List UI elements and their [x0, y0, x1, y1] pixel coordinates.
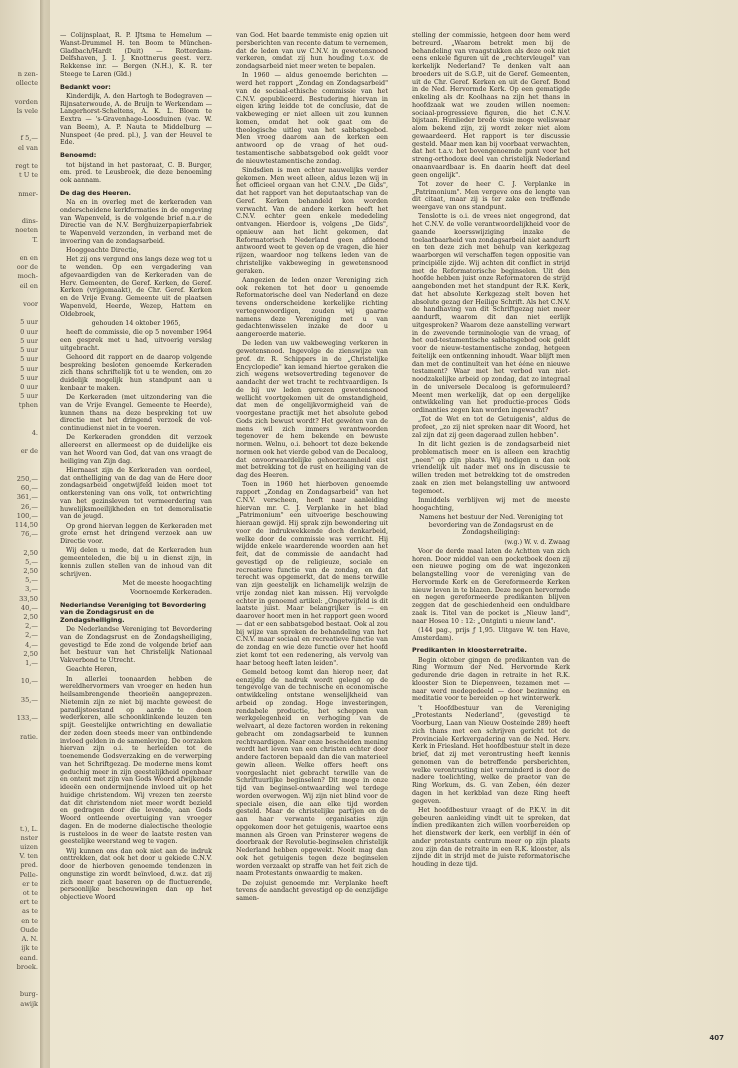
edge-fragment: 5 uur: [20, 392, 38, 401]
paragraph: De Nederlandse Vereniging tot Bevordering van de Zondagsrust en de Zondagsheiliging, gevestigd te Ede zond de volgende brief aan het bestuur van het Christelijk Nationaal Vakverbond te Utrecht.: [60, 626, 212, 665]
edge-fragment: 4,—: [25, 640, 38, 649]
section-heading: De dag des Heeren.: [60, 188, 131, 197]
paragraph: 't Hoofdbestuur van de Vereniging „Protestants Nederland", (gevestigd te Voorburg, Laan van Nieuw Oosteinde 289) heeft zich thans met een schrijven gericht tot de Provinciale Kerkvergadering van de Ned. Herv. Kerk in Friesland. Het hoofdbestuur stelt in deze brief, dat zij met verontrusting heeft kennis genomen van de betreffende persberichten, welke verontrusting niet verminderd is door de nadere toelichting, welke de praetor van de Ring Workum, ds. G. van Zeben, één dezer dagen in het kerkblad van deze Ring heeft gegeven.: [412, 704, 570, 805]
paragraph: In allerlei toonaarden hebben de wereldhervormers van vroeger en heden hun heilsambrengende theorieën aangeprezen. Nietemin zijn ze niet bij machte geweest de paradijstoestand op aarde te doen wederkeren, alle schoonklinkende leuzen ten spijt. Geestelijke ontwrichting en dewaliatie der zeden doen steeds meer van ontbindende invloed gelden in de samenleving. De oorzaken hiervan zijn o.i. te herleiden tot de toenemende Godsverzaking en de verwerping van het Schriftgezag. De moderne mens komt geduchig meer in zijn geestelijkheid openbaar en ontent met zijn van Gods Woord afwijkende ideeën een ondermijnende invloed uit op het huidige christendom. Wij vrezen ten zeerste dat dit christendom niet meer wordt bezield en gedragen door die levende, aan Gods Woord ontleende overtuiging van vroeger dagen. En de moderne dialectische theologie is rusteloos in de weer de laatste resten van geestelijke weerstand weg te vagen.: [60, 675, 212, 846]
edge-fragment: awijk: [20, 999, 38, 1008]
paragraph: Toen in 1960 het hierboven genoemde rapport „Zondag en Zondagsarbeid" van het C.N.V. verscheen, heeft naar aanleiding hiervan mr. C. J. Verplanke in het blad „Patrimonium" een uitvoerige beschouwing hieraan gewijd. Hij sprak zijn bewondering uit voor de indrukwekkende doch denkarbeid, welke door de commissie was verricht. Hij wijdde enkele waarderende woorden aan het feit, dat de commissie de aandacht had gevestigd op de religieuze, sociale en recreatieve functie van de zondag, en dat terecht was opgemerkt, dat de mens terwille van zijn geestelijk en lichamelijk welzijn de vrije zondag niet kan missen. Hij vervolgde echter in genoemd artikel: „Ongetwijfeld is dit laatste juist. Maar belangrijker is — en daarover hoort men in het rapport geen woord — dat er een sabbatsgebod bestaat. Ook al zou bij wijze van spreken de behandeling van het C.N.V. maar sociaal en recreatieve functie van de zondag en wie deze functie over het hoofd ziet komt tot een redenering, als vervolg van haar betoog heeft laten leiden".: [236, 481, 388, 667]
edge-fragment: [0, 466, 40, 475]
edge-fragment: 2,—: [25, 631, 38, 640]
edge-fragment: ls vele: [16, 106, 38, 115]
edge-fragment: 133,—: [16, 714, 38, 723]
edge-fragment: [0, 411, 40, 420]
edge-fragment: [0, 420, 40, 429]
paragraph: De zojuist genoemde mr. Verplanke heeft tevens de aandacht gevestigd op de eenzijdige samen-: [236, 879, 388, 902]
edge-fragment: oor de: [16, 263, 38, 272]
edge-fragment: en te: [21, 916, 38, 925]
edge-fragment: 5,—: [25, 576, 38, 585]
edge-fragment: f 5,—: [20, 134, 38, 143]
edge-fragment: V. ten: [19, 852, 38, 861]
edge-fragment: er te: [22, 879, 38, 888]
section-heading: Nederlandse Vereniging tot Bevordering van de Zondagsrust en de Zondagsheiliging.: [60, 600, 207, 624]
edge-fragment: 35,—: [20, 695, 38, 704]
edge-fragment: 76,—: [20, 530, 38, 539]
edge-fragment: [0, 199, 40, 208]
edge-fragment: 26,—: [20, 502, 38, 511]
edge-fragment: 1,—: [25, 659, 38, 667]
paragraph: Wij kunnen ons dan ook niet aan de indruk onttrekken, dat ook het door u gekiede C.N.V. door de hierboven genoemde tendenzen in ongunstige zin wordt beïnvloed, d.w.z. dat zij zich meer gaat baseren op de fluctuerende, persoonlijke beschouwingen dan op het objectieve Woord: [60, 847, 212, 902]
column-3: [412, 32, 570, 870]
edge-fragment: [0, 457, 40, 466]
edge-fragment: noeten: [15, 226, 38, 235]
edge-fragment: [0, 972, 40, 981]
section-heading: Benoemd:: [60, 151, 97, 160]
edge-fragment: as te: [22, 907, 38, 916]
page-spine: [40, 0, 50, 1068]
edge-fragment: burg-: [19, 990, 38, 999]
edge-fragment: nmer-: [18, 189, 38, 198]
edge-fragment: nster: [20, 833, 38, 842]
edge-fragment: broek.: [16, 962, 38, 971]
page-number: 407: [709, 1034, 724, 1042]
paragraph: Wij delen u mede, dat de Kerkeraden hun gemeenteleden, die bij u in dienst zijn, in kennis zullen stellen van de inhoud van dit schrijven.: [60, 547, 212, 578]
edge-fragment: [0, 769, 40, 778]
edge-fragment: [0, 153, 40, 162]
edge-fragment: 5 uur: [20, 355, 38, 364]
edge-fragment: ert te: [19, 898, 38, 907]
paragraph: Het zij ons vergund ons langs deze weg tot u te wenden. Op een vergadering van afgevaardigden van de Kerkeraden van de Herv. Gemeenten, de Geref. Kerken, de Geref. Kerken (vrijgemaakt), de Chr. Geref. Kerken en de Vrije Evang. Gemeente uit de plaatsen Wapenveld, Heerde, Wezep, Hattem en Oldebroek,: [60, 256, 212, 318]
letter-signature-name: (w.g.) W. v. d. Zwaag: [504, 538, 570, 546]
edge-fragment: pred.: [20, 861, 38, 870]
letter-closing: Met de meeste hoogachting: [122, 579, 212, 587]
edge-fragment: [0, 788, 40, 797]
edge-fragment: 361,—: [16, 493, 38, 502]
edge-fragment: [0, 116, 40, 125]
edge-fragment: t U te: [19, 171, 38, 180]
edge-fragment: dins-: [21, 217, 38, 226]
edge-fragment: 250,—: [16, 474, 38, 483]
paragraph: Tot zover de heer C. J. Verplanke in „Patrimonium". Men vergeve ons de lengte van dit citaat, maar zij is ter zake een treffende weergave van ons standpunt.: [412, 180, 570, 211]
edge-fragment: 0 uur: [20, 327, 38, 336]
edge-fragment: T.: [32, 235, 38, 244]
edge-fragment: tphen: [18, 401, 38, 410]
edge-fragment: 114,50: [14, 520, 38, 529]
edge-fragment: [0, 751, 40, 760]
column-1: [60, 32, 212, 903]
edge-fragment: 2,50: [23, 612, 38, 621]
paragraph: (144 pag., prijs ƒ 1,95. Uitgave W. ten Have, Amsterdam).: [412, 626, 570, 642]
edge-fragment: [0, 291, 40, 300]
edge-fragment: ot te: [22, 889, 38, 898]
edge-fragment: 60,—: [20, 484, 38, 493]
edge-fragment: 100,—: [16, 511, 38, 520]
edge-fragment: el van: [17, 143, 38, 152]
edge-fragment: 0 uur: [20, 382, 38, 391]
edge-fragment: ratie.: [20, 732, 38, 741]
edge-fragment: uizen: [20, 843, 38, 852]
edge-fragment: [0, 723, 40, 732]
edge-fragment: en en: [19, 254, 38, 263]
paragraph: Aangezien de leden onzer Vereniging zich ook rekenen tot het door u genoemde Reformatorische deel van Nederland en deze tevens onderscheidene kerkelijke richting vertegenwoordigen, zouden wij gaarne namens deze Vereniging met u van gedachtenwisselen inzake de door u aangeroerde materie.: [236, 276, 388, 338]
edge-fragment: 10,—: [20, 677, 38, 686]
edge-fragment: [0, 180, 40, 189]
paragraph: Gehoord dit rapport en de daarop volgende bespreking besloten genoemde Kerkeraden zich thans schriftelijk tot u te wenden, om zo duidelijk mogelijk hun standpunt aan u kenbaar te maken.: [60, 353, 212, 392]
paragraph: Het hoofdbestuur vraagt of de P.K.V. in dit gebeuren aanleiding vindt uit te spreken, dat indien predikanten zich willen voorbereiden op het dienstwerk der kerk, een verblijf in één of ander protestants centrum meer op zijn plaats zou zijn dan de retraite in een R.K. klooster, als zijnde dit in strijd met de juiste reformatorische houding in deze tijd.: [412, 806, 570, 869]
edge-fragment: [0, 705, 40, 714]
section-heading: Predikanten in kloosterretraite.: [412, 646, 527, 655]
paragraph: Hiernaast zijn de Kerkeraden van oordeel, dat onthelliging van de dag van de Here door zondagsarbeid ongetwijfeld leiden moet tot ontkerstening van ons volk, tot ontwrichting van het gezinsleven tot vermeerdering van huwelijksmoeilijkheden en tot demoralisatie van de jeugd.: [60, 466, 212, 521]
paragraph: Op grond hiervan leggen de Kerkeraden met grote ernst het dringend verzoek aan uw Directie voor.: [60, 522, 212, 546]
paragraph: gehouden 14 oktober 1965,: [91, 319, 181, 327]
edge-fragment: er de: [20, 447, 38, 456]
edge-fragment: [0, 779, 40, 788]
paragraph: De leden van uw vakbeweging verkeren in gewetensnood. Ingevolge de zienswijze van prof. dr. R. Schippers in de „Christelijke Encyclopedie" kan iemand hiertoe geraken die zich wegens wetsovertreding tegenover de aandacht der wet tracht te rechtvaardigen. Is de bij uw leden gerezen gewetensnood wellicht voortgekomen uit de omstandigheid, dat men de ongelijkvormigheid van de voorgestane practijk met het absolute gebod Gods zich bewust wordt? Het gewéten van de mens wil zich immers verantwoorden tegenover de hem bekende en bewuste normen. Welnu, o.i. behoort tot deze bekende normen ook het vierde gebod van de Decaloog, dat onvoorwaardelijke gehoorzaamheid eist met betrekking tot de rust en heiliging van de dag des Heeren.: [236, 340, 388, 479]
paragraph: Begin oktober gingen de predikanten van de Ring Wormum der Ned. Hervormde Kerk gedurende drie dagen in retraite in het R.K. klooster Sion te Diepenveen, tezamen met — naar werd medegedeeld — door bezinning en meditatie voor te bereiden op het winterwerk.: [412, 656, 570, 703]
paragraph: De Kerkeraden grondden dit verzoek allereerst en allermeest op de duidelijke eis van het Woord van God, dat van ons vraagt de heiliging van Zijn dag.: [60, 434, 212, 465]
edge-fragment: 4.: [31, 428, 38, 437]
edge-fragment: ijk te: [21, 944, 38, 953]
paragraph: Gemeld betoog komt dan hierop neer, dat eenzijdig de nadruk wordt gelegd op de tengevolge van de technische en economische ontwikkeling ontstane wenselijkheid van arbeid op zondag. Hoge investeringen, rendabele productie, het scheppen van werkgelegenheid en verhoging van de welvaart, al deze factoren worden in rekening gebracht om zondagsarbeid te kunnen rechtvaardigen. Naar onze bescheiden mening wordt het leven van een christen echter door andere factoren bepaald dan die van materieel gewin alleen. Welke offers heeft ons voorgeslacht niet gebracht terwille van de Schriftuurlijke beginselen? Dit moge in onze tijd van beginsel-ontwaarding wel terdege worden overwogen. Wij zijn niet blind voor de speciale eisen, die aan elke tijd worden gesteld. Maar de christelijke partijen en de aan haar verwante organisaties zijn opgekomen door het getuigenis, waartoe eens mannen als Groen van Prinsterer wegens de doorbraak der Revolutie-beginselen christelijk Nederland hebben opgewekt. Nooit mag dan ook het getuigenis tegen deze beginselen worden verzaakt op straffe van het feit zich de naam Protestants onwaardig te maken.: [236, 668, 388, 878]
paragraph: heeft de commissie, die op 5 november 1964 een gesprek met u had, uitvoerig verslag uitgebracht.: [60, 329, 212, 352]
column-2: [236, 32, 388, 904]
edge-fragment: [0, 981, 40, 990]
edge-fragment: [0, 797, 40, 806]
edge-fragment: 5 uur: [20, 373, 38, 382]
edge-fragment: n zen-: [17, 70, 38, 78]
edge-fragment: [0, 539, 40, 548]
edge-fragment: eil en: [19, 281, 38, 290]
edge-fragment: [0, 668, 40, 677]
edge-fragment: 2,50: [23, 649, 38, 658]
paragraph: In dit licht gezien is de zondagsarbeid niet problematisch meer en is alleen een krachtig „neen" op zijn plaats. Wij nodigen u dan ook vriendelijk uit nader met ons in discussie te willen treden met betrekking tot de omstreden zaak en zien met belangstelling uw antwoord tegemoet.: [412, 441, 570, 495]
edge-fragment: 33,50: [19, 594, 38, 603]
edge-fragment: 5 uur: [20, 318, 38, 327]
edge-fragment: eand.: [19, 953, 38, 962]
edge-fragment: [0, 742, 40, 751]
edge-fragment: 3,—: [25, 585, 38, 594]
paragraph: — Colijnsplaat, R. P. IJtsma te Hemelum — Wanst-Drummel H. ten Boom te München-Gladbach/Hardt (Duit) — Rotterdam-Delfshaven, J. I. J. Knottnerus geest. verz. Rekkense inr. — Bergen (N.H.), K. R. ter Steege te Laren (Gld.): [60, 32, 212, 78]
edge-fragment: 40,—: [20, 603, 38, 612]
paragraph: In 1960 — aldus genoemde berichten — werd het rapport „Zondag en Zondagsarbeid" van de sociaal-ethische commissie van het C.N.V. gepubliceerd. Bestudering hiervan in eigen kring leidde tot de conclusie, dat de vakbeweging er niet alleen uit zou kunnen komen, omdat het ook gaat om de theologische uitleg van het sabbatsgebod. Men vroeg daarom aan de kerken een antwoord op de vraag of het oud-testamentische sabbatsgebod ook geldt voor de nieuwtestamentische zondag.: [236, 72, 388, 165]
edge-fragment: [0, 208, 40, 217]
paragraph: „Tot de Wet en tot de Getuigenis", aldus de profeet, „zo zij niet spreken naar dit Woord, het zal zijn dat zij geen dageraad zullen hebben".: [412, 416, 570, 439]
edge-fragment: 2,50: [23, 566, 38, 575]
paragraph: Sindsdien is men echter nauwelijks verder gekomen. Men weet alleen, aldus lezen wij in het officieel orgaan van het C.N.V. „De Gids", dat het rapport van het deputaatschap van de Geref. Kerken behandeld kon worden verwacht. Van de andere kerken heeft het C.N.V. echter geen enkele mededeling ontvangen. Hierdoor is, volgens „De Gids", opnieuw aan het licht gekomen, dat Reformatorisch Nederland geen afdoend antwoord weet te geven op de vragen, die hier rijzen, waardoor nog telkens leden van de christelijke vakbeweging in gewetensnood geraken.: [236, 166, 388, 275]
paragraph: Kinderdijk, A. den Hartogh te Bodegraven — Rijnsaterwoude, A. de Bruijn te Werkendam — Langerhorst-Scheltens, A. K. L. Bloem te Eextra — 's-Gravenhage-Loosduinen (vac. W. van Beem), A. P. Nauta te Middelburg — Nunspeet (4e pred. pl.), J. van der Heuvel te Ede.: [60, 92, 212, 147]
letter-signature: Voornoemde Kerkeraden.: [130, 589, 212, 597]
edge-fragment: Pelle-: [19, 870, 38, 879]
paragraph: van God. Het baarde temmiste enig opzien uit persberichten van recente datum te vernemen, dat de leden van uw C.N.V. in gewetensnood verkeren, omdat zij hun houding t.o.v. de zondagsarbeid niet meer weten te bepalen.: [236, 32, 388, 70]
paragraph: De Kerkeraden (met uitzondering van die van de Vrije Evangel. Gemeente te Heerde), kunnen thans na deze bespreking tot uw directie met het dringend verzoek de vol-continudienst niet in te voeren.: [60, 394, 212, 433]
section-heading: Bedankt voor:: [60, 82, 111, 91]
edge-fragment: [0, 125, 40, 134]
edge-fragment: 5 uur: [20, 364, 38, 373]
edge-fragment: [0, 760, 40, 769]
paragraph: Tenslotte is o.i. de vrees niet ongegrond, dat het C.N.V. de volle verantwoordelijkheid voor de gaande koersswijziging inzake de toelaatbaarheid van zondagsarbeid niet aandurft en ten deze zich met behulp van kerkgezag waarborgen wil verschaffen tegen oppositie van principiële zijde. Wij achten dit conflict in strijd met de Reformatorische beginselen. Uit den hoofde hebben juist onze Reformatoren de strijd aangebonden met het standpunt der R.K. Kerk, dat het absolute Kerkgezag stelt boven het absolute gezag der Heilige Schrift. Als het C.N.V. de handhaving van dit Schriftgezag niet meer aandurft, waarom dit dan niet eerlijk uitgesproken? Waarom deze aanstelling verwart in de zwevende terminologie van de vraag, of het oud-testamentische sabbatsgebod ook geldt voor de nieuw-testamentische zondag, hetgeen feitelijk een ontkenning inhoudt. Waar blijft men dan met de continuïteit van het ééne en nieuwe testament? Waar met het verbod van niet-noodzakelijke arbeid op zondag, dat zo integraal in de universele Decaloog is geformuleerd? Meent men werkelijk, dat op een dergelijke ontwikkeling van het productie-proces Gods ordinanties zegen kan worden ingewacht?: [412, 213, 570, 414]
edge-fragment: moch-: [17, 272, 38, 281]
paragraph: Inmiddels verblijven wij met de meeste hoogachting,: [412, 496, 570, 512]
edge-fragment: 2,50: [23, 548, 38, 557]
edge-fragment: [0, 438, 40, 447]
paragraph: stelling der commissie, hetgeen door hem werd betreurd. „Waarom betrekt men bij de behandeling van vraagstukken als deze ook niet eens enkele figuren uit de „rechtervleugel" van kerkelijk Nederland? Te denken valt aan broeders uit de S.G.P., uit de Geref. Gemeenten, uit de Chr. Geref. Kerken en uit de Geref. Bond in de Ned. Hervormde Kerk. Op een gematigde enkeling als dr. Koolhaas na zijn het thans in hoofdzaak wat we zouden willen noemen: sociaal-progressieve figuren, die het C.N.V. bijstaan. Hunlieder brede visie moge weliswaar alom bekend zijn, zij wordt zeker niet alom gewaardeerd. Het rapport is ter discussie gesteld. Maar men kan bij voorbaat verwachten, dat het t.a.v. het bovengenoemde punt voor het streng-orthodoxe deel van christelijk Nederland onaanvaardbaar is. En daarin heeft dat deel geen ongelijk".: [412, 32, 570, 179]
edge-fragment: [0, 245, 40, 254]
edge-fragment: 5 uur: [20, 336, 38, 345]
letter-signature: Namens het bestuur der Ned. Vereniging tot bevordering van de Zondagsrust en de Zondagsheiliging:: [419, 513, 563, 537]
edge-fragment: [0, 309, 40, 318]
paragraph: Na en in overleg met de kerkeraden van onderscheidene kerkformaties in de omgeving van Wapenveld, is de volgende brief n.a.r de Directie van de N.V. Berghuizerpapierfabriek te Wapenveld verzonden, in verband met de invoering van de zondagsarbeid.: [60, 199, 212, 245]
edge-fragment: 5,—: [25, 557, 38, 566]
edge-fragment: A. N.: [21, 935, 38, 944]
edge-fragment: [0, 806, 40, 815]
edge-fragment: Oude: [20, 925, 38, 934]
edge-fragment: 5 uur: [20, 346, 38, 355]
edge-fragment: ollecte: [15, 79, 38, 88]
edge-fragment: vorden: [14, 97, 38, 106]
edge-fragment: [0, 687, 40, 696]
letter-salutation: Hooggeachte Directie,: [66, 247, 139, 255]
letter-salutation: Geachte Heren,: [66, 666, 117, 674]
edge-fragment: voor: [23, 300, 38, 309]
edge-fragment: [0, 815, 40, 824]
adjacent-page-edge: [0, 0, 40, 1068]
edge-fragment: 2,—: [25, 622, 38, 631]
paragraph: tot bijstand in het pastoraat, C. B. Burger, em. pred. te Leusbroek, die deze benoeming ook aannam.: [60, 161, 212, 185]
edge-fragment: t.), L.: [20, 824, 38, 833]
edge-fragment: regt te: [15, 162, 38, 171]
edge-fragment: [0, 88, 40, 97]
paragraph: Voor de derde maal laten de Achtten van zich horen. Door middel van een pocketboek doen zij een nieuwe poging om de wat ingezonken belangstelling voor de vereniging van de Hervormde Kerk en de Gereformeerde Kerken nieuw leven in te blazen. Deze negen hervormde en negen gereformeerde predikanten blijven zeggen dat de geschiedenheid een onduldbare zaak is. Titel van de pocket is „Nieuw land", naar Hosea 10 : 12: „Ontginti u nieuw land".: [412, 547, 570, 625]
